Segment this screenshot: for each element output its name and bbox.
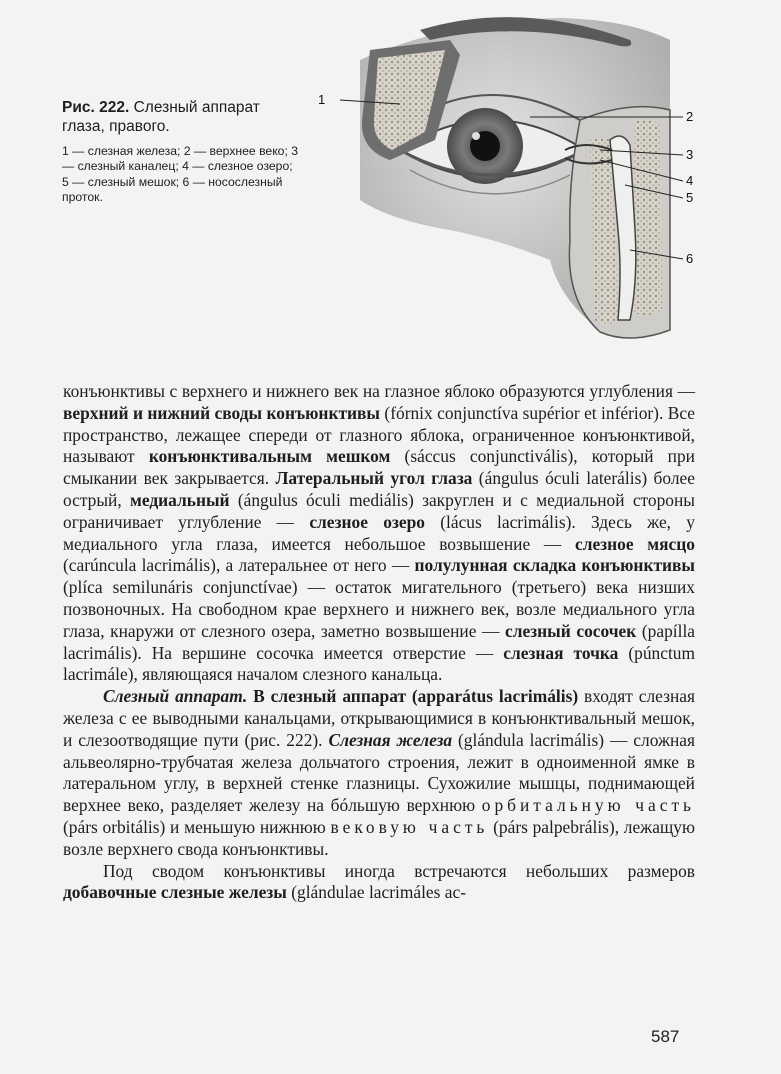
term-saccus: конъюнктивальным мешком	[148, 446, 391, 467]
text-run: (ángulus óculi laterális) более острый,	[63, 468, 695, 510]
figure-label: Рис. 222.	[62, 99, 130, 116]
term-papilla: слезный сосочек	[504, 620, 637, 641]
term-glandula: Слезная железа	[328, 729, 453, 750]
text-run: (fórnix conjunctíva supérior et inférior). Все пространство, лежащее спереди от глазного яблока, ограниченное конъюнктивой, называют	[63, 402, 695, 467]
text-run: конъюнктивы с верхнего и нижнего век на глазное яблоко образуются углубления —	[63, 381, 695, 401]
term-apparatus: В слезный аппарат (apparátus lacrimális)	[247, 686, 579, 707]
paragraph-3	[63, 861, 695, 905]
term-lacus: слезное озеро	[309, 511, 425, 532]
text-run: (púnctum lacrimále), являющаяся началом слезного канальца.	[63, 642, 695, 685]
text-run: (carúncula lacrimális), а латеральнее от него —	[63, 555, 415, 576]
paragraph-2	[63, 686, 695, 860]
term-plica: полулунная складка конъюнктивы	[414, 555, 695, 576]
paragraph-1	[63, 381, 695, 686]
text-run: (párs orbitális) и меньшую нижнюю	[63, 816, 331, 837]
callout-5: 5	[686, 190, 694, 205]
text-run: (glándulae lacrimáles ac-	[286, 882, 466, 903]
term-palpebral-part: вековую часть	[330, 816, 489, 837]
callout-2: 2	[686, 109, 694, 124]
term-lateral-angle: Латеральный угол глаза	[275, 468, 473, 489]
term-accessory-glands: добавочные слезные железы	[63, 882, 287, 903]
text-run: (ángulus óculi mediális) закруглен и с медиальной стороны ограничивает углубление —	[63, 489, 695, 532]
figure-title	[62, 98, 302, 136]
term-orbital-part: орбитальную часть	[481, 795, 695, 816]
text-run: (papílla lacrimális). На вершине сосочка имеется отверстие —	[63, 620, 695, 663]
text-run: (plíca semilunáris conjunctívae) — остаток мигательного (третьего) века низших позвоночных. На свободном крае верхнего и нижнего век, возле медиального угла глаза, кнаружи от слезного озера, заметно возвышение —	[63, 577, 695, 641]
text-run: Под сводом конъюнктивы иногда встречаются небольших размеров	[103, 860, 695, 881]
section-heading: Слезный аппарат.	[103, 686, 248, 707]
callout-6: 6	[686, 251, 694, 266]
term-medial-angle: медиальный	[129, 489, 230, 510]
text-run: (párs palpebrális), лежащую возле верхнего свода конъюнктивы.	[63, 816, 695, 859]
term-punctum: слезная точка	[503, 642, 619, 663]
term-fornix: верхний и нижний своды конъюнктивы	[63, 402, 380, 423]
callout-3: 3	[686, 147, 694, 162]
text-run: входят слезная железа с ее выводными канальцами, открывающимися в конъюнктивальный мешок, и слезоотводящие пути (рис. 222).	[63, 686, 695, 750]
eye-illustration	[300, 0, 720, 350]
text-run: (sáccus conjunctivális), который при смыкании век закрывается.	[63, 446, 695, 489]
figure-title-text: Слезный аппарат глаза, правого.	[62, 99, 260, 135]
text-run: (glándula lacrimális) — сложная альвеолярно-трубчатая железа дольчатого строения, лежит в одноименной ямке в латеральном углу, в верхней стенке глазницы. Сухожилие мышцы, поднимающей верхнее веко, разделяет железу на бóльшую верхнюю	[63, 729, 696, 816]
callout-4: 4	[686, 173, 694, 188]
figure-caption	[62, 98, 302, 206]
term-caruncula: слезное мясцо	[574, 533, 695, 554]
text-run: (lácus lacrimális). Здесь же, у медиального угла глаза, имеется небольшое возвышение —	[63, 511, 695, 554]
figure-legend: 1 — слезная железа; 2 — верхнее веко; 3 — слезный каналец; 4 — слезное озеро; 5 — слезный мешок; 6 — носослезный проток.	[62, 144, 298, 205]
callout-1: 1	[318, 92, 326, 107]
body-text	[63, 381, 695, 904]
page-number: 587	[651, 1027, 680, 1046]
